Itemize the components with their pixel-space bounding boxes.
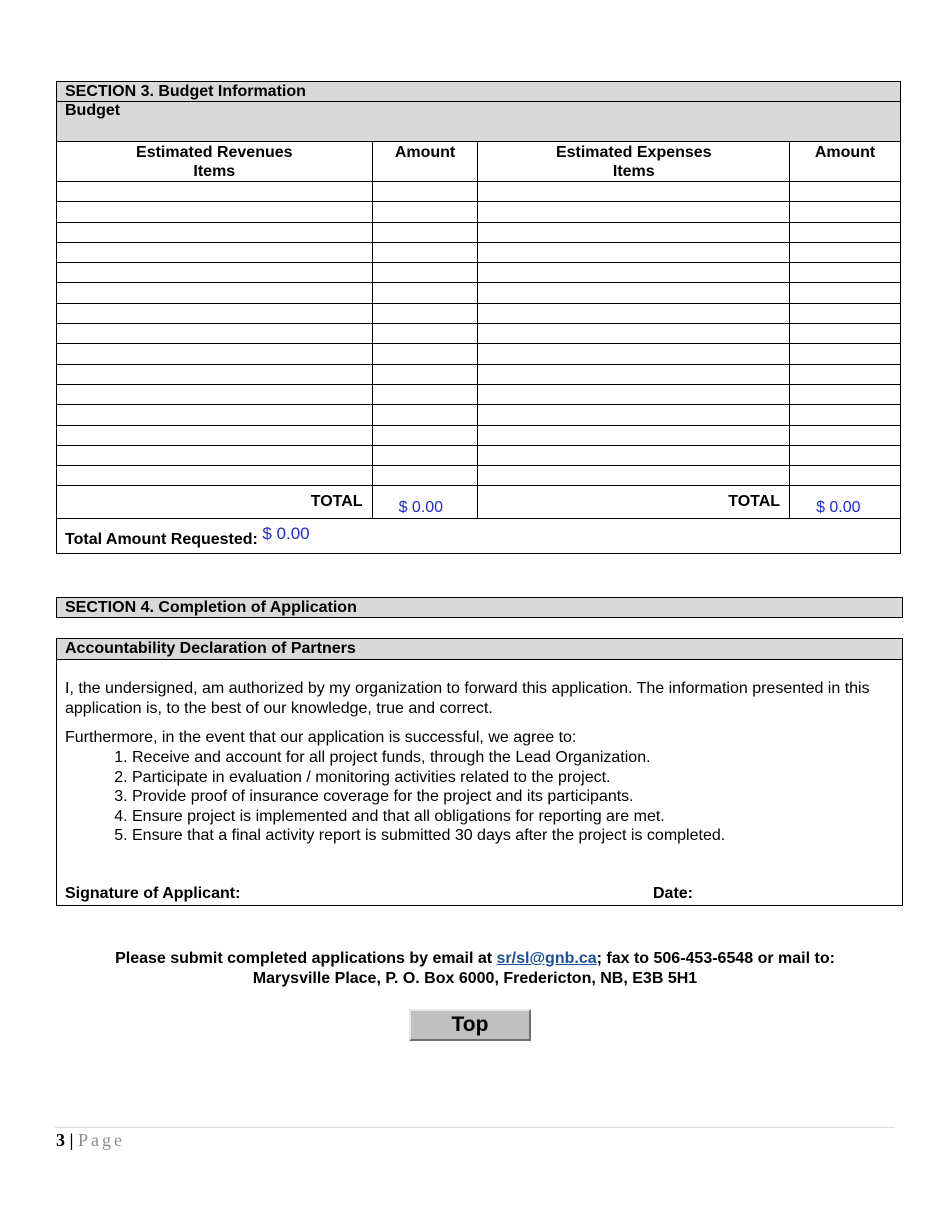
budget-table xyxy=(56,81,901,554)
revenue-item-cell[interactable] xyxy=(57,222,373,242)
table-row xyxy=(57,425,901,445)
page-footer xyxy=(56,1130,125,1151)
footer-separator: | xyxy=(69,1130,74,1150)
revenue-item-cell[interactable] xyxy=(57,242,373,262)
revenue-item-cell[interactable] xyxy=(57,384,373,404)
revenue-amount-cell[interactable] xyxy=(372,364,478,384)
revenue-item-cell[interactable] xyxy=(57,405,373,425)
list-item: 4. Ensure project is implemented and that all obligations for reporting are met. xyxy=(132,807,902,827)
revenue-items-header: Estimated Revenues Items xyxy=(57,142,373,182)
list-item: 5. Ensure that a final activity report is submitted 30 days after the project is completed. xyxy=(132,826,902,846)
expense-amount-cell[interactable] xyxy=(790,445,901,465)
expense-item-cell[interactable] xyxy=(478,364,790,384)
expense-amount-cell[interactable] xyxy=(790,182,901,202)
expense-amount-cell[interactable] xyxy=(790,364,901,384)
date-label: Date: xyxy=(653,885,694,902)
top-button[interactable]: Top xyxy=(409,1009,531,1041)
expense-amount-header: Amount xyxy=(790,142,901,182)
page-label: Page xyxy=(77,1130,125,1150)
declaration-box xyxy=(56,638,903,906)
table-row xyxy=(57,466,901,486)
table-row xyxy=(57,364,901,384)
expense-item-cell[interactable] xyxy=(478,466,790,486)
list-item: 3. Provide proof of insurance coverage for the project and its participants. xyxy=(132,787,902,807)
table-row xyxy=(57,344,901,364)
revenue-item-cell[interactable] xyxy=(57,344,373,364)
email-link[interactable]: sr/sl@gnb.ca xyxy=(496,950,597,967)
expense-items-header: Estimated Expenses Items xyxy=(478,142,790,182)
table-row xyxy=(57,222,901,242)
revenue-amount-cell[interactable] xyxy=(372,405,478,425)
total-requested-label: Total Amount Requested: xyxy=(65,531,258,549)
table-row xyxy=(57,182,901,202)
revenue-item-cell[interactable] xyxy=(57,303,373,323)
table-row xyxy=(57,202,901,222)
declaration-paragraph-2: Furthermore, in the event that our application is successful, we agree to: xyxy=(65,729,577,746)
total-requested-field[interactable]: $ 0.00 xyxy=(262,524,310,544)
expense-item-cell[interactable] xyxy=(478,242,790,262)
revenue-item-cell[interactable] xyxy=(57,182,373,202)
expense-amount-cell[interactable] xyxy=(790,324,901,344)
revenue-amount-cell[interactable] xyxy=(372,242,478,262)
expense-amount-cell[interactable] xyxy=(790,202,901,222)
table-row xyxy=(57,405,901,425)
expense-item-cell[interactable] xyxy=(478,303,790,323)
expense-amount-cell[interactable] xyxy=(790,405,901,425)
table-row xyxy=(57,384,901,404)
obligations-list xyxy=(57,748,902,846)
section3-title: SECTION 3. Budget Information xyxy=(57,82,901,102)
revenue-item-cell[interactable] xyxy=(57,425,373,445)
list-item: 1. Receive and account for all project funds, through the Lead Organization. xyxy=(132,748,902,768)
expense-amount-cell[interactable] xyxy=(790,466,901,486)
revenue-amount-cell[interactable] xyxy=(372,263,478,283)
revenue-item-cell[interactable] xyxy=(57,283,373,303)
revenue-item-cell[interactable] xyxy=(57,466,373,486)
total-requested-row xyxy=(57,519,901,554)
mailing-address: Marysville Place, P. O. Box 6000, Fredericton, NB, E3B 5H1 xyxy=(252,970,698,987)
expense-item-cell[interactable] xyxy=(478,222,790,242)
revenue-amount-cell[interactable] xyxy=(372,283,478,303)
submit-instructions: Please submit completed applications by email at sr/sl@gnb.ca; fax to 506-453-6548 or mail to: xyxy=(115,950,835,967)
revenue-amount-cell[interactable] xyxy=(372,425,478,445)
table-row xyxy=(57,283,901,303)
expense-item-cell[interactable] xyxy=(478,425,790,445)
table-row xyxy=(57,263,901,283)
revenue-amount-cell[interactable] xyxy=(372,466,478,486)
expense-item-cell[interactable] xyxy=(478,324,790,344)
revenue-amount-cell[interactable] xyxy=(372,303,478,323)
revenue-amount-cell[interactable] xyxy=(372,222,478,242)
footer-divider xyxy=(55,1127,895,1128)
expense-item-cell[interactable] xyxy=(478,263,790,283)
expense-amount-cell[interactable] xyxy=(790,303,901,323)
expense-amount-cell[interactable] xyxy=(790,263,901,283)
table-row xyxy=(57,445,901,465)
revenue-amount-cell[interactable] xyxy=(372,445,478,465)
expense-item-cell[interactable] xyxy=(478,445,790,465)
expense-amount-cell[interactable] xyxy=(790,425,901,445)
revenue-amount-cell[interactable] xyxy=(372,182,478,202)
expense-amount-cell[interactable] xyxy=(790,344,901,364)
expense-amount-cell[interactable] xyxy=(790,242,901,262)
signature-label: Signature of Applicant: xyxy=(65,885,241,902)
expense-amount-cell[interactable] xyxy=(790,384,901,404)
table-row xyxy=(57,324,901,344)
expense-item-cell[interactable] xyxy=(478,384,790,404)
revenue-amount-cell[interactable] xyxy=(372,384,478,404)
revenue-item-cell[interactable] xyxy=(57,364,373,384)
declaration-paragraph-1: I, the undersigned, am authorized by my organization to forward this application. The information presented in this application is, to the best of our knowledge, true and correct. xyxy=(65,680,870,717)
revenue-amount-cell[interactable] xyxy=(372,324,478,344)
list-item: 2. Participate in evaluation / monitoring activities related to the project. xyxy=(132,768,902,788)
expense-amount-cell[interactable] xyxy=(790,222,901,242)
budget-subtitle: Budget xyxy=(57,102,901,142)
revenue-item-cell[interactable] xyxy=(57,445,373,465)
expense-total-label: TOTAL xyxy=(478,486,790,519)
revenue-item-cell[interactable] xyxy=(57,324,373,344)
expense-amount-cell[interactable] xyxy=(790,283,901,303)
revenue-amount-cell[interactable] xyxy=(372,344,478,364)
expense-item-cell[interactable] xyxy=(478,344,790,364)
table-row xyxy=(57,303,901,323)
revenue-total-label: TOTAL xyxy=(57,486,373,519)
expense-item-cell[interactable] xyxy=(478,202,790,222)
revenue-amount-cell[interactable] xyxy=(372,202,478,222)
revenue-amount-header: Amount xyxy=(372,142,478,182)
section4-title: SECTION 4. Completion of Application xyxy=(56,597,903,618)
expense-item-cell[interactable] xyxy=(478,182,790,202)
revenue-item-cell[interactable] xyxy=(57,263,373,283)
expense-item-cell[interactable] xyxy=(478,405,790,425)
revenue-item-cell[interactable] xyxy=(57,202,373,222)
declaration-title: Accountability Declaration of Partners xyxy=(57,639,902,660)
page-number: 3 xyxy=(56,1130,65,1150)
revenue-total-field[interactable]: $ 0.00 xyxy=(372,486,478,519)
expense-item-cell[interactable] xyxy=(478,283,790,303)
expense-total-field[interactable]: $ 0.00 xyxy=(790,486,901,519)
table-row xyxy=(57,242,901,262)
